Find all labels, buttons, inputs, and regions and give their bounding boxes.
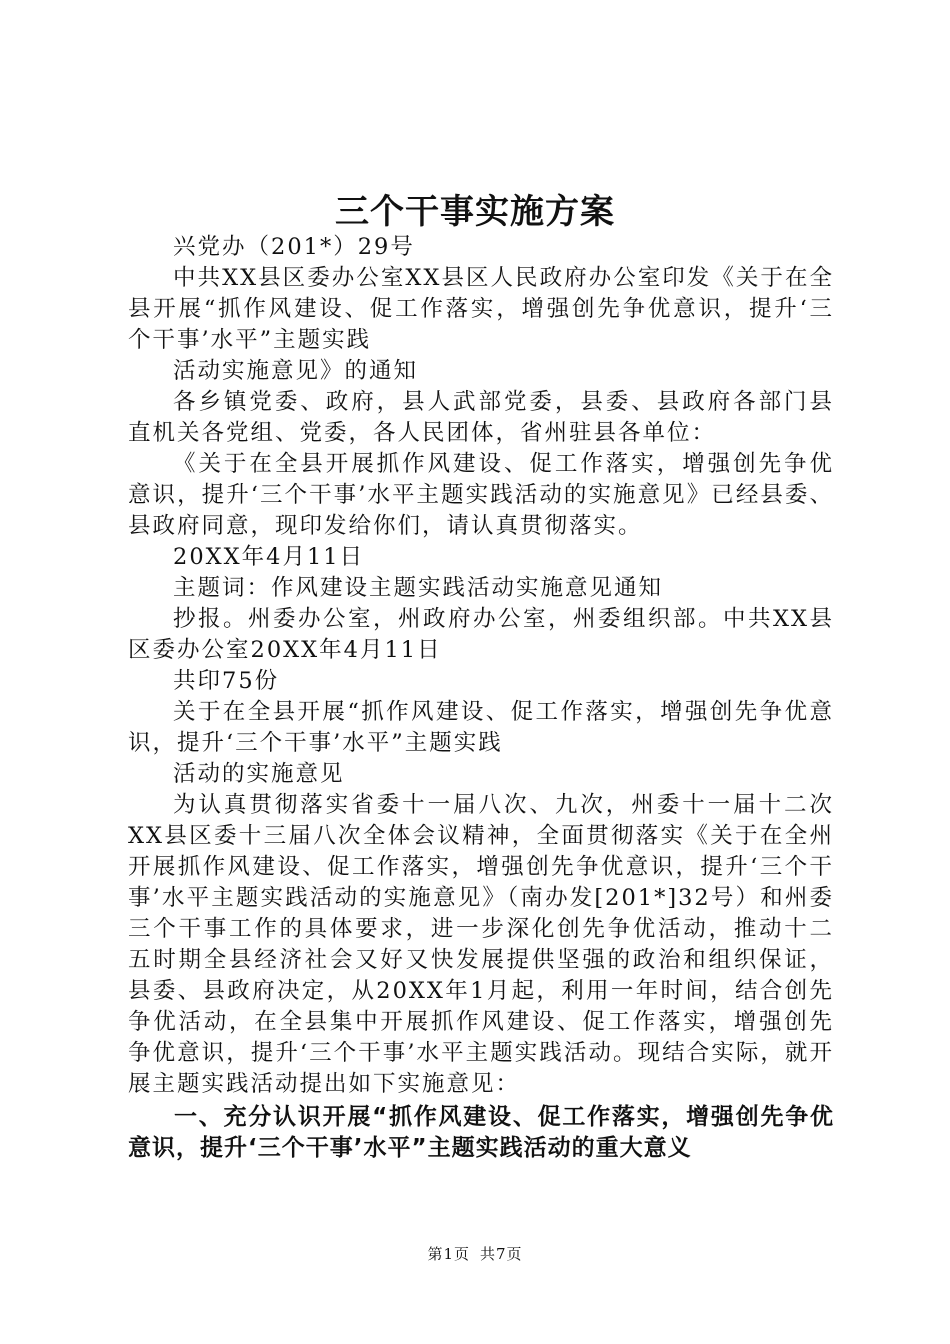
document-body: [128, 232, 834, 1164]
notice-heading-line-1: 中共XX县区委办公室XX县区人民政府办公室印发《关于在全县开展“抓作风建设、促工作落实，增强创先争优意识，提升‘三个干事’水平”主题实践: [128, 265, 834, 353]
notice-heading-line-2: 活动实施意见》的通知: [173, 358, 419, 384]
section-heading: 一、充分认识开展“抓作风建设、促工作落实，增强创先争优意识，提升‘三个干事’水平”主题实践活动的重大意义: [128, 1104, 834, 1161]
opinion-title-line-2: 活动的实施意见: [173, 761, 345, 787]
notice-body: 《关于在全县开展抓作风建设、促工作落实，增强创先争优意识，提升‘三个干事’水平主题实践活动的实施意见》已经县委、县政府同意，现印发给你们，请认真贯彻落实。: [128, 451, 834, 539]
page-footer: [0, 1243, 950, 1264]
copy-to: 抄报。州委办公室，州政府办公室，州委组织部。中共XX县区委办公室20XX年4月11日: [128, 606, 834, 663]
page-number: 第1页: [427, 1245, 470, 1263]
opinion-intro: 为认真贯彻落实省委十一届八次、九次，州委十一届十二次XX县区委十三届八次全体会议精神，全面贯彻落实《关于在全州开展抓作风建设、促工作落实，增强创先争优意识，提升‘三个干事’水平主题实践活动的实施意见》（南办发[201*]32号）和州委三个干事工作的具体要求，进一步深化创先争优活动，推动十二五时期全县经济社会又好又快发展提供坚强的政治和组织保证，县委、县政府决定，从20XX年1月起，利用一年时间，结合创先争优活动，在全县集中开展抓作风建设、促工作落实，增强创先争优意识，提升‘三个干事’水平主题实践活动。现结合实际，就开展主题实践活动提出如下实施意见：: [128, 792, 834, 1097]
page-total: 共7页: [480, 1245, 523, 1263]
document-title: 三个干事实施方案: [335, 192, 615, 232]
doc-number: 兴党办（201*）29号: [173, 234, 415, 260]
print-count: 共印75份: [173, 668, 280, 694]
issue-date: 20XX年4月11日: [173, 544, 365, 570]
opinion-title-line-1: 关于在全县开展“抓作风建设、促工作落实，增强创先争优意识，提升‘三个干事’水平”主题实践: [128, 699, 834, 756]
recipients: 各乡镇党委、政府，县人武部党委，县委、县政府各部门县直机关各党组、党委，各人民团体，省州驻县各单位：: [128, 389, 834, 446]
subject-terms: 主题词：作风建设主题实践活动实施意见通知: [173, 575, 664, 601]
